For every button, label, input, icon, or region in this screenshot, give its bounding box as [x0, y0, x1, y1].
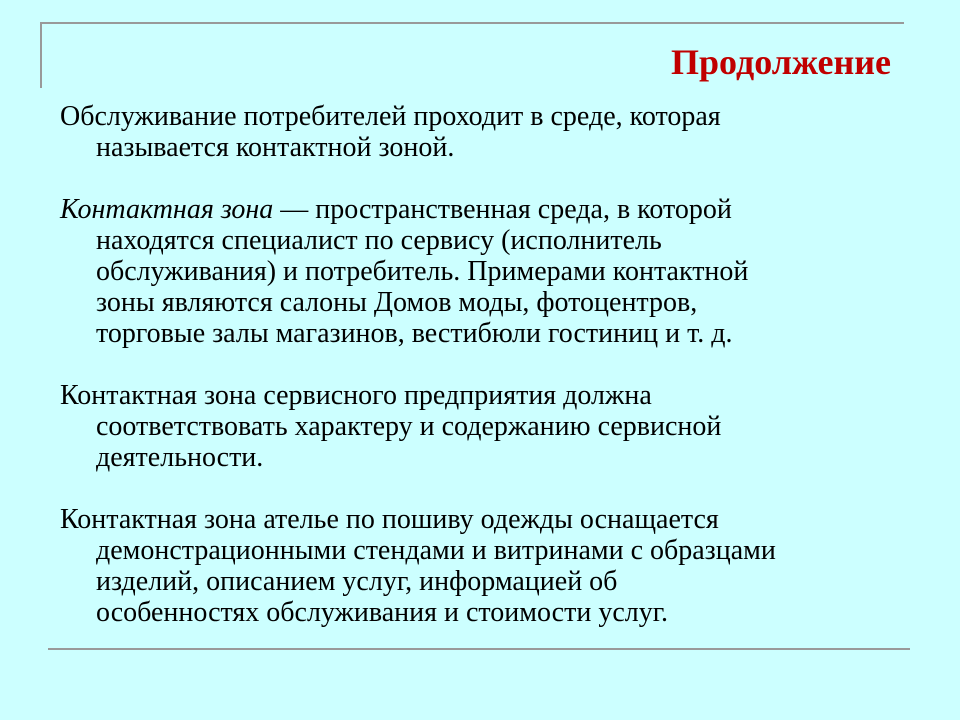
paragraph-contact-zone-definition	[60, 194, 930, 349]
slide-frame-top-line	[40, 22, 904, 24]
slide-frame-left-line	[40, 22, 42, 88]
slide-title: Продолжение	[671, 42, 891, 82]
paragraph-line: — пространственная среда, в которой	[273, 194, 732, 225]
paragraph-line: называется контактной зоной.	[96, 132, 455, 163]
paragraph-line: торговые залы магазинов, вестибюли гостиниц и т. д.	[96, 318, 733, 349]
paragraph-line: Контактная зона сервисного предприятия должна	[60, 380, 652, 411]
slide-body	[60, 101, 930, 628]
paragraph-line: Обслуживание потребителей проходит в среде, которая	[60, 101, 721, 132]
paragraph-line: особенностях обслуживания и стоимости услуг.	[96, 597, 669, 628]
defined-term: Контактная зона	[60, 194, 274, 225]
slide-frame-bottom-line	[48, 648, 910, 650]
paragraph-line: Контактная зона ателье по пошиву одежды оснащается	[60, 504, 719, 535]
paragraph-line: находятся специалист по сервису (исполнитель	[96, 225, 662, 256]
paragraph-contact-zone-requirements	[60, 380, 930, 473]
paragraph-atelier-example	[60, 504, 930, 628]
paragraph-line: изделий, описанием услуг, информацией об	[96, 566, 618, 597]
paragraph-line: соответствовать характеру и содержанию сервисной	[96, 411, 722, 442]
paragraph-line: демонстрационными стендами и витринами с образцами	[96, 535, 776, 566]
paragraph-contact-zone-intro	[60, 101, 930, 163]
paragraph-line: обслуживания) и потребитель. Примерами контактной	[96, 256, 749, 287]
paragraph-line: зоны являются салоны Домов моды, фотоцентров,	[96, 287, 698, 318]
paragraph-line: деятельности.	[96, 442, 264, 473]
